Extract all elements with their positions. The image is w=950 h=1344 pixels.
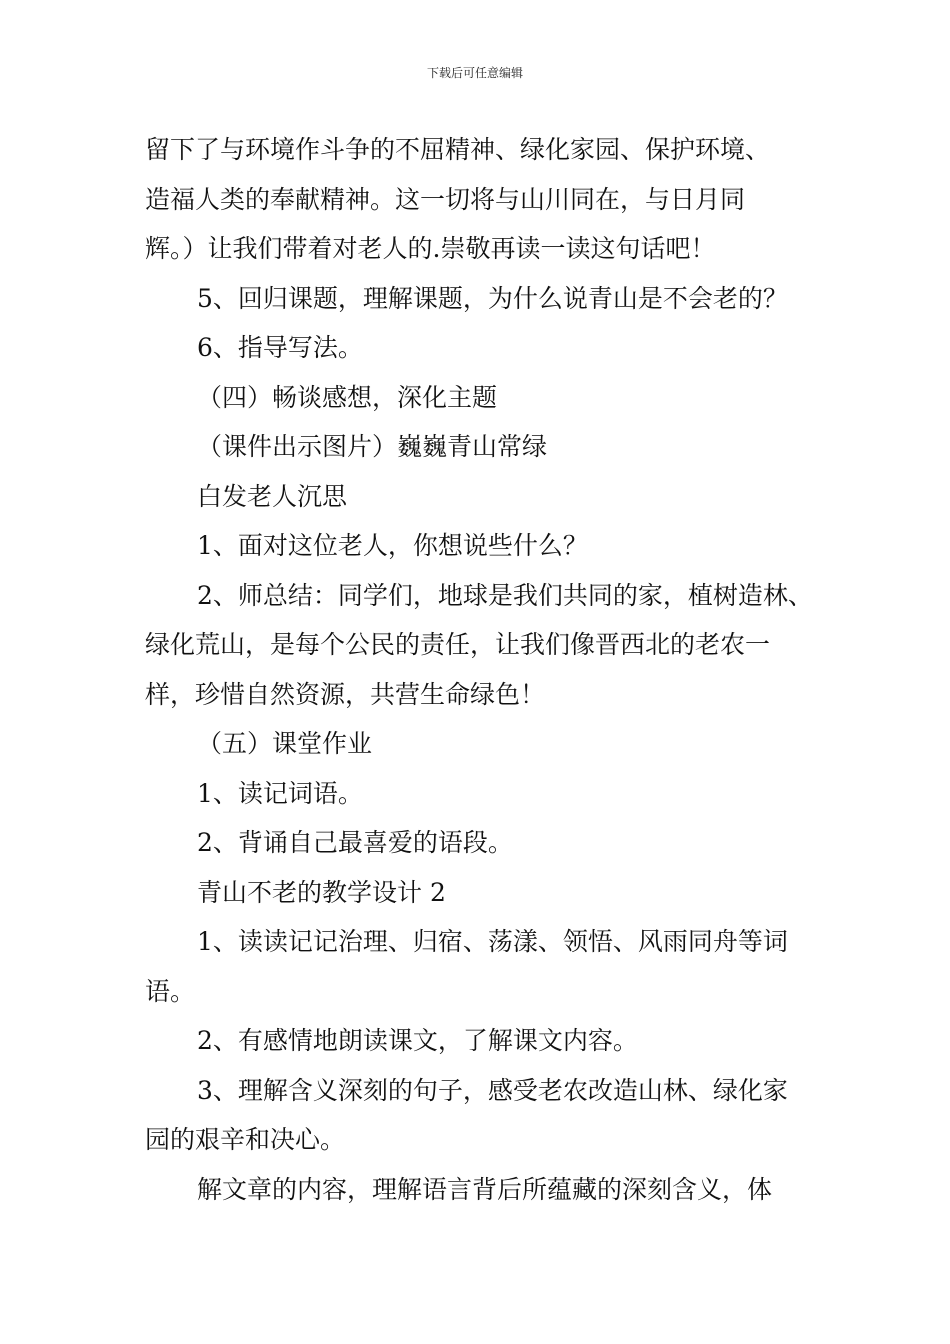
text-line: 园的艰辛和决心。 bbox=[145, 1125, 346, 1154]
text-line: 1、读记词语。 bbox=[197, 778, 363, 808]
text-line: 辉。）让我们带着对老人的.崇敬再读一读这句话吧！ bbox=[145, 234, 716, 263]
document-title: 青山不老的教学设计 2 bbox=[197, 877, 446, 907]
page-header-note: 下载后可任意编辑 bbox=[426, 66, 523, 80]
section-heading: （五）课堂作业 bbox=[197, 729, 373, 758]
text-line: 样，珍惜自然资源，共营生命绿色！ bbox=[145, 679, 546, 709]
text-line: 1、读读记记治理、归宿、荡漾、领悟、风雨同舟等词 bbox=[197, 927, 788, 956]
text-line: 1、面对这位老人，你想说些什么？ bbox=[197, 531, 588, 560]
text-line: 5、回归课题，理解课题，为什么说青山是不会老的？ bbox=[197, 283, 788, 313]
document-body bbox=[145, 125, 817, 1214]
text-line: 2、背诵自己最喜爱的语段。 bbox=[197, 828, 513, 857]
text-line: 3、理解含义深刻的句子，感受老农改造山林、绿化家 bbox=[197, 1075, 788, 1105]
text-line: （课件出示图片）巍巍青山常绿 bbox=[197, 432, 548, 461]
section-heading: （四）畅谈感想，深化主题 bbox=[197, 382, 498, 412]
text-line: 造福人类的奉献精神。这一切将与山川同在，与日月同 bbox=[145, 184, 746, 214]
text-line: 6、指导写法。 bbox=[197, 333, 363, 362]
text-line: 2、师总结：同学们，地球是我们共同的家，植树造林、 bbox=[197, 580, 813, 610]
text-line: 2、有感情地朗读课文，了解课文内容。 bbox=[197, 1026, 638, 1055]
text-line: 解文章的内容，理解语言背后所蕴藏的深刻含义，体 bbox=[197, 1174, 773, 1204]
text-line: 白发老人沉思 bbox=[197, 481, 348, 511]
text-line: 留下了与环境作斗争的不屈精神、绿化家园、保护环境、 bbox=[145, 135, 771, 164]
text-line: 语。 bbox=[145, 976, 196, 1006]
text-line: 绿化荒山，是每个公民的责任，让我们像晋西北的老农一 bbox=[145, 630, 771, 659]
